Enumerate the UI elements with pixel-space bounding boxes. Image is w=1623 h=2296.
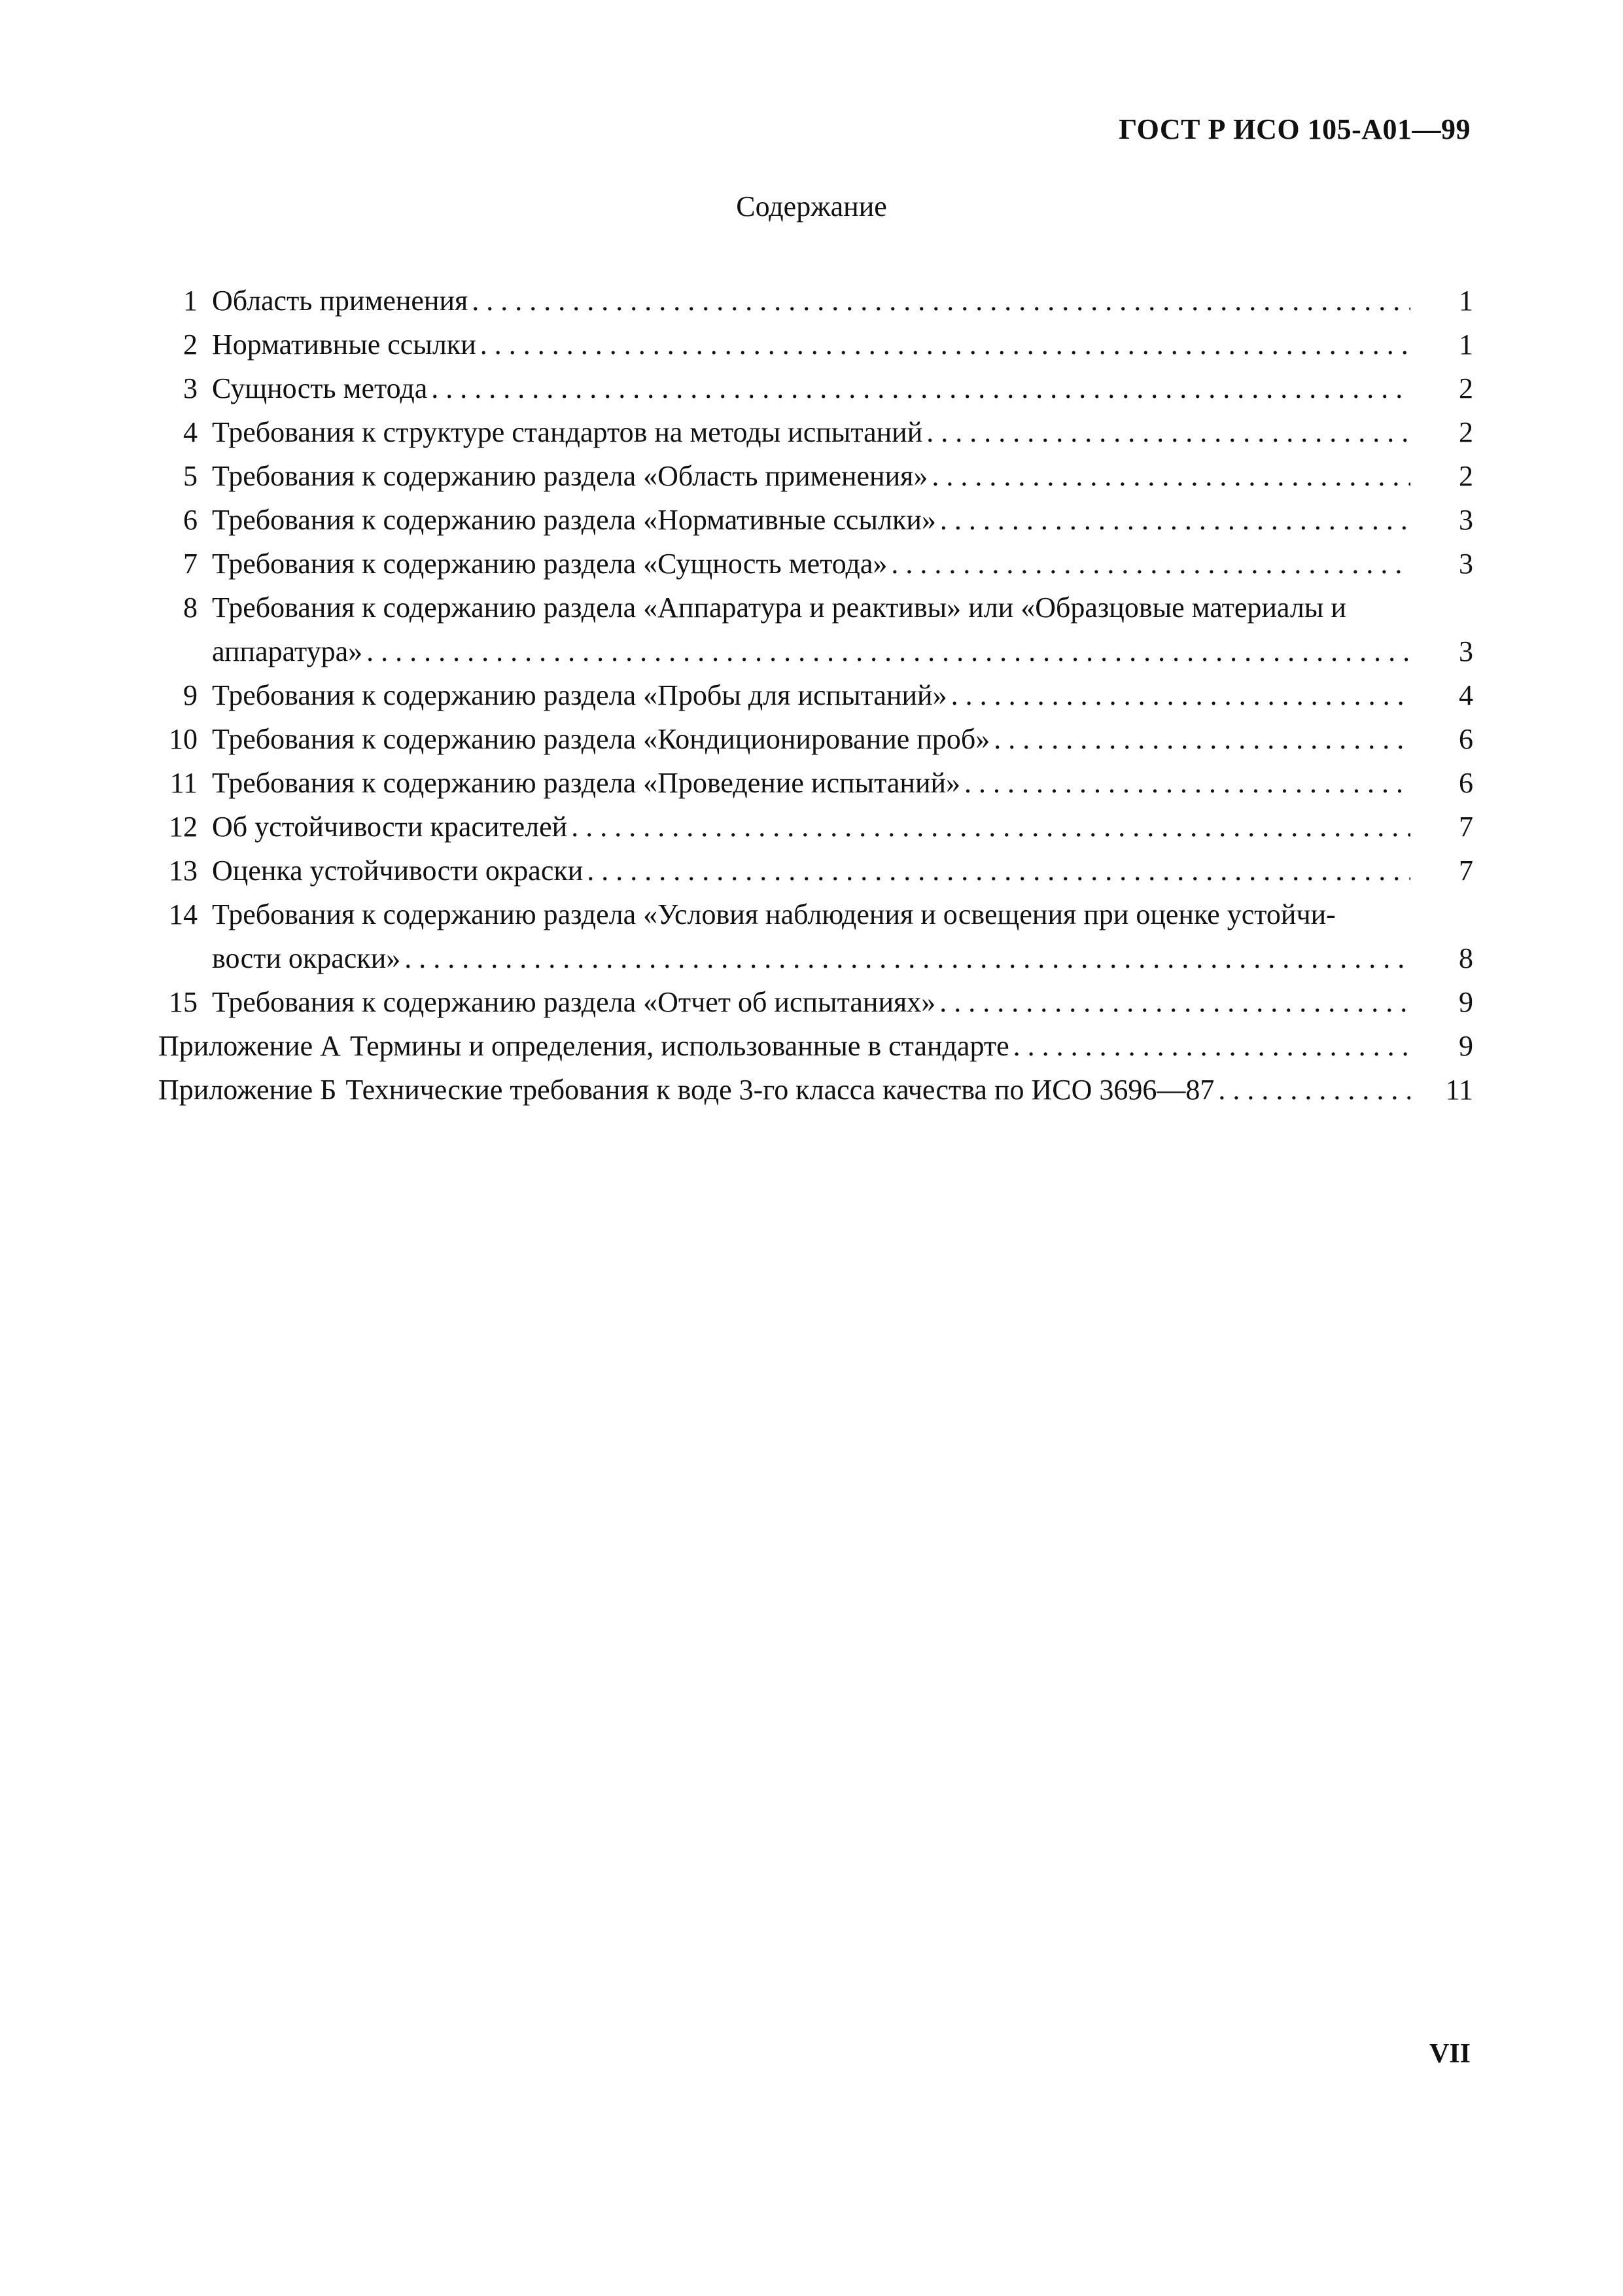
toc-entry-1[interactable] [158, 279, 1473, 323]
toc-entry-number: 11 [169, 767, 198, 799]
toc-entry-title: Требования к структуре стандартов на методы испытаний [212, 416, 923, 448]
toc-entry-8[interactable] [158, 586, 1473, 629]
toc-entry-title: Требования к содержанию раздела «Область применения» [212, 460, 928, 492]
toc-entry-page: 2 [1459, 372, 1473, 404]
toc-entry-number: 14 [169, 898, 198, 930]
dot-leader [891, 542, 1410, 586]
toc-entry-3[interactable] [158, 366, 1473, 410]
dot-leader [940, 498, 1410, 542]
toc-entry-12[interactable] [158, 805, 1473, 849]
toc-entry-6[interactable] [158, 498, 1473, 542]
table-of-contents [158, 279, 1473, 1112]
dot-leader [587, 849, 1410, 892]
toc-appendix-b[interactable] [158, 1068, 1473, 1112]
dot-leader [964, 761, 1410, 805]
toc-entry-7[interactable] [158, 542, 1473, 586]
toc-entry-number: 3 [183, 372, 198, 404]
toc-entry-number: 13 [169, 855, 198, 887]
toc-entry-title: Требования к содержанию раздела «Условия наблюдения и освещения при оценке устойчи- [212, 898, 1336, 930]
page-number: VII [1429, 2039, 1471, 2069]
toc-entry-page: 9 [1459, 1030, 1473, 1062]
toc-entry-title: Требования к содержанию раздела «Проведение испытаний» [212, 767, 961, 799]
toc-entry-15[interactable] [158, 980, 1473, 1024]
dot-leader [404, 936, 1410, 980]
toc-entry-page: 6 [1459, 723, 1473, 755]
toc-entry-9[interactable] [158, 673, 1473, 717]
toc-entry-number: 9 [183, 679, 198, 711]
toc-entry-page: 2 [1459, 460, 1473, 492]
toc-entry-page: 8 [1459, 942, 1473, 974]
appendix-title: Технические требования к воде 3-го класса качества по ИСО 3696—87 [345, 1074, 1215, 1106]
dot-leader [951, 673, 1410, 717]
toc-entry-page: 3 [1459, 504, 1473, 536]
toc-entry-10[interactable] [158, 717, 1473, 761]
toc-entry-title: Об устойчивости красителей [212, 811, 568, 843]
dot-leader [366, 629, 1410, 673]
appendix-label: Приложение Б [158, 1074, 337, 1106]
toc-appendix-a[interactable] [158, 1024, 1473, 1068]
dot-leader [994, 717, 1410, 761]
toc-entry-number: 2 [183, 328, 198, 361]
dot-leader [932, 454, 1410, 498]
toc-entry-2[interactable] [158, 323, 1473, 366]
toc-entry-title: Нормативные ссылки [212, 328, 476, 361]
toc-entry-title-continuation: аппаратура» [212, 635, 363, 667]
toc-entry-title: Требования к содержанию раздела «Нормативные ссылки» [212, 504, 936, 536]
dot-leader [571, 805, 1410, 849]
dot-leader [939, 980, 1410, 1024]
toc-entry-page: 1 [1459, 285, 1473, 317]
toc-heading: Содержание [736, 190, 887, 222]
toc-entry-page: 7 [1459, 811, 1473, 843]
dot-leader [472, 279, 1410, 323]
appendix-label: Приложение А [158, 1030, 341, 1062]
toc-entry-13[interactable] [158, 849, 1473, 892]
toc-entry-title: Требования к содержанию раздела «Аппаратура и реактивы» или «Образцовые материалы и [212, 592, 1346, 624]
toc-entry-page: 9 [1459, 986, 1473, 1018]
toc-entry-14[interactable] [158, 892, 1473, 936]
toc-entry-page: 7 [1459, 855, 1473, 887]
toc-entry-page: 3 [1459, 635, 1473, 667]
toc-entry-page: 6 [1459, 767, 1473, 799]
dot-leader [1218, 1068, 1410, 1112]
toc-entry-14-continuation[interactable] [158, 936, 1473, 980]
dot-leader [926, 410, 1410, 454]
toc-entry-page: 3 [1459, 548, 1473, 580]
toc-entry-5[interactable] [158, 454, 1473, 498]
dot-leader [1013, 1024, 1410, 1068]
toc-entry-number: 1 [183, 285, 198, 317]
toc-entry-title: Требования к содержанию раздела «Пробы для испытаний» [212, 679, 947, 711]
toc-entry-number: 7 [183, 548, 198, 580]
toc-entry-page: 4 [1459, 679, 1473, 711]
toc-entry-title: Требования к содержанию раздела «Кондиционирование проб» [212, 723, 990, 755]
dot-leader [431, 366, 1410, 410]
toc-entry-number: 5 [183, 460, 198, 492]
toc-entry-number: 12 [169, 811, 198, 843]
toc-entry-11[interactable] [158, 761, 1473, 805]
toc-entry-page: 2 [1459, 416, 1473, 448]
toc-entry-title: Оценка устойчивости окраски [212, 855, 584, 887]
toc-entry-number: 4 [183, 416, 198, 448]
toc-entry-4[interactable] [158, 410, 1473, 454]
toc-entry-title: Требования к содержанию раздела «Отчет об испытаниях» [212, 986, 936, 1018]
toc-entry-number: 8 [183, 592, 198, 624]
toc-entry-number: 15 [169, 986, 198, 1018]
toc-entry-title-continuation: вости окраски» [212, 942, 401, 974]
toc-entry-title: Область применения [212, 285, 468, 317]
toc-entry-number: 10 [169, 723, 198, 755]
toc-entry-page: 11 [1445, 1074, 1473, 1106]
dot-leader [480, 323, 1410, 366]
toc-entry-number: 6 [183, 504, 198, 536]
toc-entry-title: Требования к содержанию раздела «Сущность метода» [212, 548, 888, 580]
toc-entry-8-continuation[interactable] [158, 629, 1473, 673]
toc-entry-page: 1 [1459, 328, 1473, 361]
document-code: ГОСТ Р ИСО 105-А01—99 [1119, 113, 1471, 145]
toc-entry-title: Сущность метода [212, 372, 428, 404]
appendix-title: Термины и определения, использованные в стандарте [349, 1030, 1009, 1062]
